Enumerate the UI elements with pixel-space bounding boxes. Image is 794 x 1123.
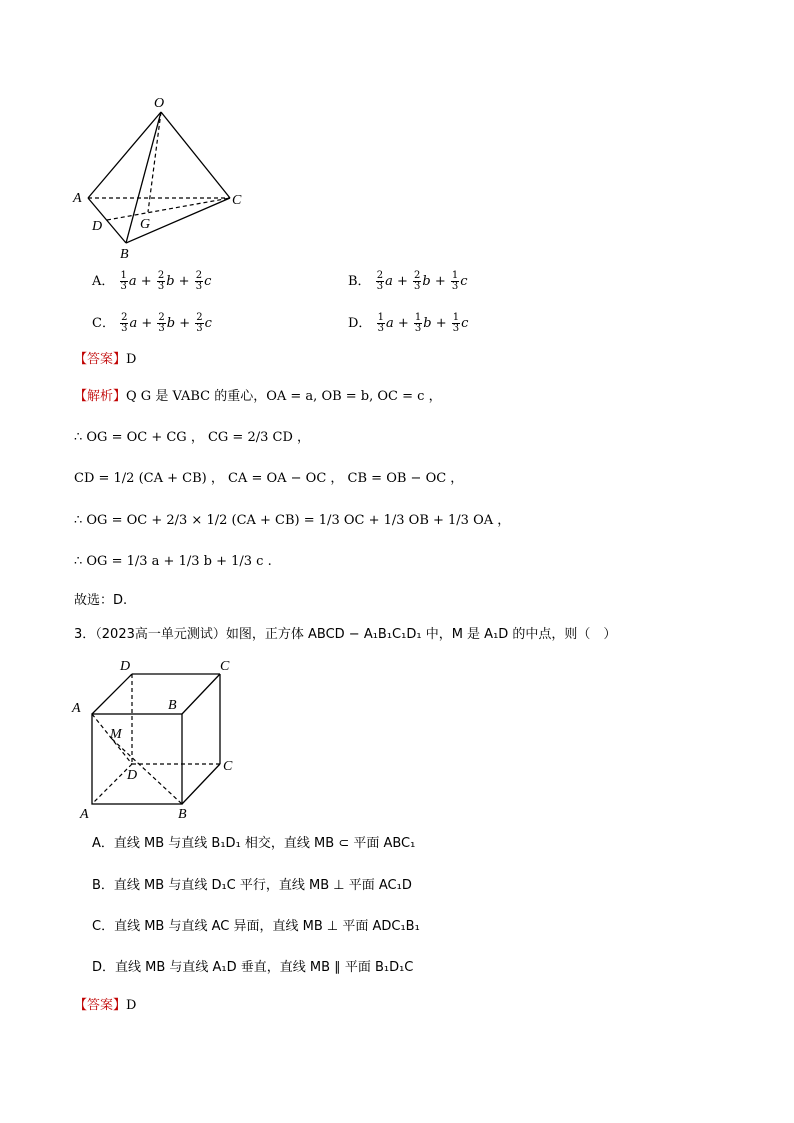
label-C1: C: [220, 659, 230, 674]
analysis-line-2: ∴ OG = OC + CG ， CG = 2/3 CD ，: [74, 430, 311, 445]
analysis-line-4: ∴ OG = OC + 2/3 × 1/2 (CA + CB) = 1/3 OC + 1/3 OB + 1/3 OA ，: [74, 513, 511, 528]
label-M: M: [110, 727, 122, 742]
label-C: C: [232, 193, 242, 208]
analysis-line-5: ∴ OG = 1/3 a + 1/3 b + 1/3 c .: [74, 554, 272, 569]
label-G: G: [140, 217, 151, 232]
answer-q2: 【答案】D: [74, 352, 137, 367]
analysis-line-3: CD = 1/2 (CA + CB) ， CA = OA − OC ， CB = OB − OC ，: [74, 471, 464, 486]
answer-q3: 【答案】D: [74, 998, 137, 1013]
label-D: D: [127, 768, 138, 783]
option-a[interactable]: A． $\frac{1}{3}$ a + $\frac{2}{3}$ b + $\frac{2}{3}$ c: [92, 270, 212, 292]
label-D1: D: [120, 659, 131, 674]
label-O: O: [154, 96, 165, 111]
option-c[interactable]: C． $\frac{2}{3}$ a + $\frac{2}{3}$ b + $\frac{2}{3}$ c: [92, 312, 212, 334]
option-d[interactable]: D． $\frac{1}{3}$ a + $\frac{1}{3}$ b + $\frac{1}{3}$ c: [348, 312, 469, 334]
label-D: D: [92, 219, 103, 234]
conclusion-q2: 故选：D.: [74, 593, 128, 608]
analysis-line-1: 【解析】Q G 是 VABC 的重心，OA = a, OB = b, OC = c ，: [74, 389, 442, 404]
label-B1: B: [168, 698, 177, 713]
q3-option-c[interactable]: C．直线 MB 与直线 AC 异面，直线 MB ⊥ 平面 ADC₁B₁: [92, 919, 420, 934]
question-3-stem: 3．（2023高一单元测试）如图，正方体 ABCD − A₁B₁C₁D₁ 中，M 是 A₁D 的中点，则（ ）: [74, 627, 617, 642]
label-A: A: [73, 191, 82, 206]
label-A: A: [80, 807, 89, 822]
label-A1: A: [72, 701, 81, 716]
label-B: B: [120, 247, 129, 262]
cube-figure: [70, 652, 250, 822]
q3-option-a[interactable]: A．直线 MB 与直线 B₁D₁ 相交，直线 MB ⊂ 平面 ABC₁: [92, 836, 416, 851]
option-b[interactable]: B． $\frac{2}{3}$ a + $\frac{2}{3}$ b + $\frac{1}{3}$ c: [348, 270, 468, 292]
q3-option-b[interactable]: B．直线 MB 与直线 D₁C 平行，直线 MB ⊥ 平面 AC₁D: [92, 878, 412, 893]
tetrahedron-figure: [70, 90, 260, 265]
label-B: B: [178, 807, 187, 822]
label-C: C: [223, 759, 233, 774]
q3-option-d[interactable]: D．直线 MB 与直线 A₁D 垂直，直线 MB ∥ 平面 B₁D₁C: [92, 960, 414, 975]
